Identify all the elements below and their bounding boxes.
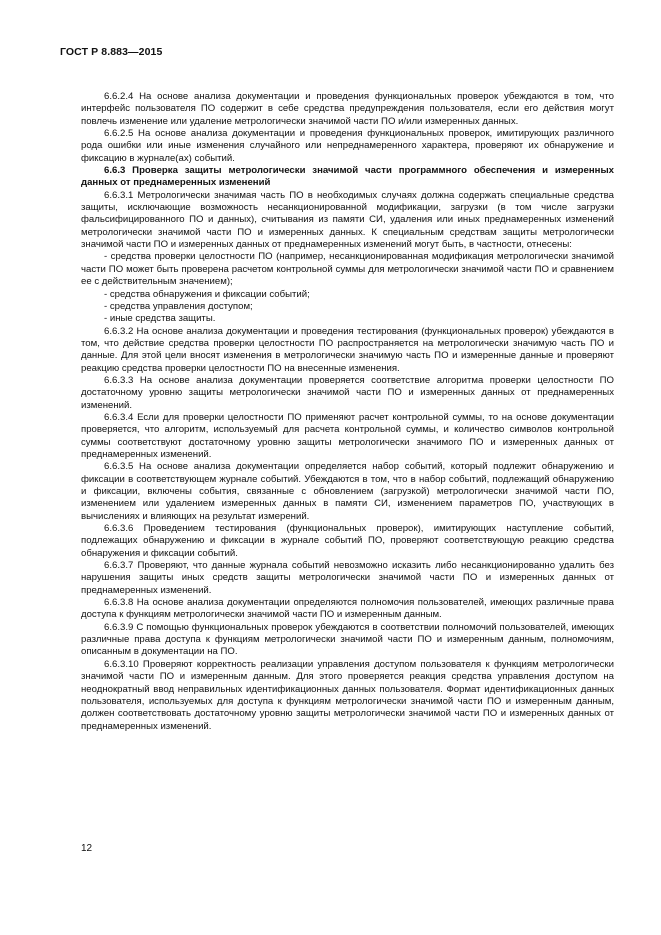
list-item-integrity-check: - средства проверки целостности ПО (например, несанкционированная модификация метрологически значимой части ПО может быть проверена расчетом контрольной суммы для метрологически значимой части ПО и сравнением ее с действительным значением); bbox=[81, 251, 614, 288]
paragraph-6-6-3-8: 6.6.3.8 На основе анализа документации определяются полномочия пользователей, имеющих различные права доступа к функциям метрологически значимой части ПО и измеренным данным. bbox=[81, 597, 614, 621]
section-heading-6-6-3: 6.6.3 Проверка защиты метрологически значимой части программного обеспечения и измеренных данных от преднамеренных изменений bbox=[81, 165, 614, 189]
list-item-access-control: - средства управления доступом; bbox=[104, 300, 253, 312]
list-item-event-detection: - средства обнаружения и фиксации событий; bbox=[104, 288, 310, 300]
paragraph-6-6-3-5: 6.6.3.5 На основе анализа документации определяется набор событий, который подлежит обнаружению и фиксации в соответствующем журнале событий. Убеждаются в том, что в набор событий, подлежащий обнаружению и фиксации, включены события, связанные с обновлением (загрузкой) метрологически значимой части ПО, изменением или удалением измеренных данных в памяти СИ, изменением параметров ПО, участвующих в вычислениях и влияющих на результат измерений. bbox=[81, 461, 614, 522]
paragraph-6-6-3-6: 6.6.3.6 Проведением тестирования (функциональных проверок), имитирующих наступление событий, подлежащих обнаружению и фиксации в журнале событий ПО, проверяют соответствующую реакцию средства обнаружения и фиксации событий. bbox=[81, 523, 614, 559]
paragraph-6-6-3-1: 6.6.3.1 Метрологически значимая часть ПО в необходимых случаях должна содержать специальные средства защиты, исключающие возможность несанкционированной модификации, загрузки (в том числе загрузки фальсифицированного ПО и данных), считывания из памяти СИ, удаления или иных преднамеренных изменений метрологически значимой части ПО и измеренных данных. К специальным средствам защиты метрологически значимой части ПО и измеренных данных от преднамеренных изменений могут быть, в частности, отнесены: bbox=[81, 189, 614, 251]
document-body bbox=[81, 91, 614, 733]
paragraph-6-6-3-9: 6.6.3.9 С помощью функциональных проверок убеждаются в соответствии полномочий пользователей, имеющих различные права доступа к функциям метрологически значимой части ПО и измеренным данным, полномочиям, описанным в документации на ПО. bbox=[81, 621, 614, 658]
paragraph-6-6-3-3: 6.6.3.3 На основе анализа документации проверяется соответствие алгоритма проверки целостности ПО достаточному уровню защиты метрологически значимой части ПО и измеренных данных от преднамеренных изменений. bbox=[81, 374, 614, 411]
paragraph-6-6-3-10: 6.6.3.10 Проверяют корректность реализации управления доступом пользователя к функциям метрологически значимой части ПО и измеренным данным. Для этого проверяется реакция средства управления доступом на неоднократный ввод неправильных идентификационных данных пользователя. Формат идентификационных данных пользователя, используемых для доступа к функциям метрологически значимой части ПО и измеренным данным, должен соответствовать достаточному уровню защиты метрологически значимой части ПО и измеренных данных от преднамеренных изменений. bbox=[81, 658, 614, 732]
page-number: 12 bbox=[81, 843, 93, 854]
list-item-other-means: - иные средства защиты. bbox=[104, 313, 216, 325]
paragraph-6-6-3-2: 6.6.3.2 На основе анализа документации и проведения тестирования (функциональных проверок) убеждаются в том, что действие средства проверки целостности ПО распространяется на метрологически значимую часть ПО и данные. Для этой цели вносят изменения в метрологически значимую часть ПО и измеренные данные и проверяют реакцию средства проверки целостности ПО на внесенные изменения. bbox=[81, 325, 614, 374]
document-header: ГОСТ Р 8.883—2015 bbox=[60, 46, 163, 58]
paragraph-6-6-3-7: 6.6.3.7 Проверяют, что данные журнала событий невозможно исказить либо несанкционированно удалить без нарушения защиты иных средств защиты метрологически значимой части ПО и измеренных данных от преднамеренных изменений. bbox=[81, 560, 614, 596]
paragraph-6-6-2-5: 6.6.2.5 На основе анализа документации и проведения функциональных проверок, имитирующих различного рода ошибки или иные изменения случайного или непреднамеренного характера, проверяют их обнаружение и фиксацию в журнале(ах) событий. bbox=[81, 128, 614, 164]
paragraph-6-6-2-4: 6.6.2.4 На основе анализа документации и проведения функциональных проверок убеждаются в том, что интерфейс пользователя ПО содержит в себе средства предупреждения пользователя, если его действия могут повлечь изменение или удаление метрологически значимой части ПО и/или измеренных данных. bbox=[81, 91, 614, 127]
paragraph-6-6-3-4: 6.6.3.4 Если для проверки целостности ПО применяют расчет контрольной суммы, то на основе документации проверяется, что алгоритм, используемый для расчета контрольной суммы, и количество символов контрольной суммы соответствуют достаточному уровню защиты метрологически значимого ПО и измеренных данных от преднамеренных изменений. bbox=[81, 411, 614, 460]
